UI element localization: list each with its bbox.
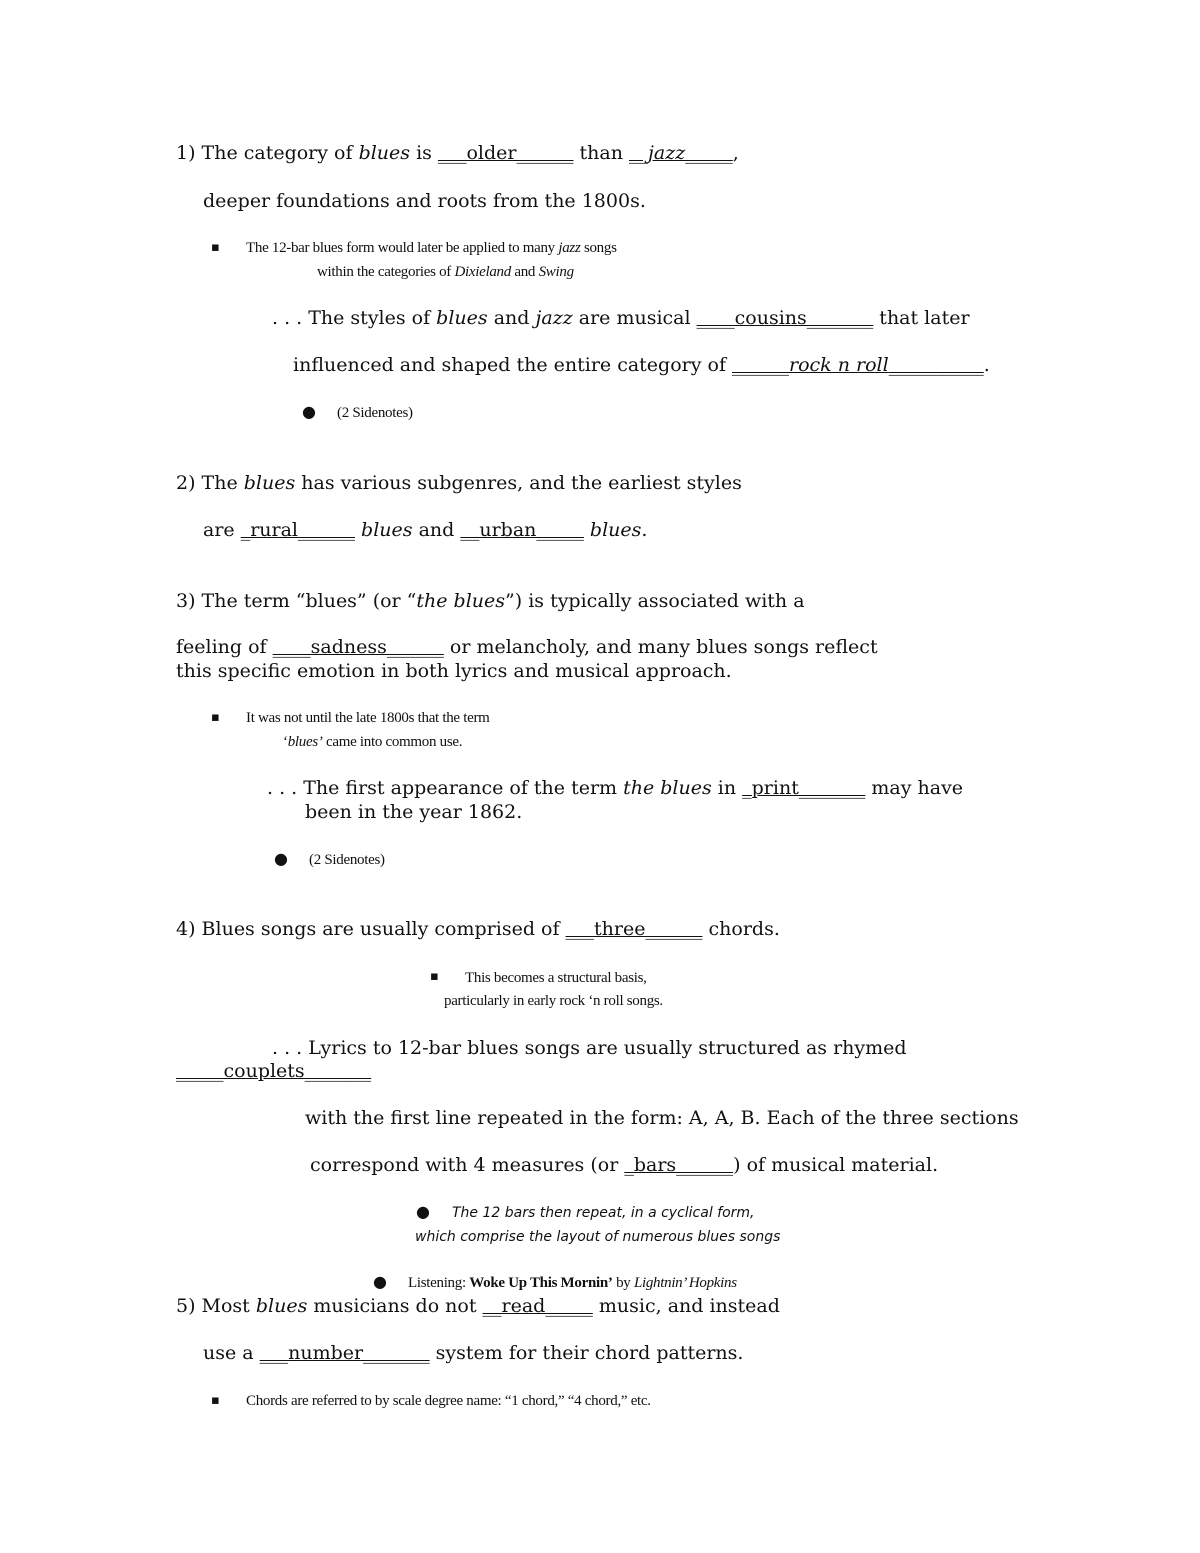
q1-sidenote: (2 Sidenotes) xyxy=(337,405,413,421)
q5-note: Chords are referred to by scale degree name: “1 chord,” “4 chord,” etc. xyxy=(246,1393,651,1409)
q5-line1: 5) Most blues musicians do not __read_____ music, and instead xyxy=(176,1295,780,1317)
q4-note-line1: This becomes a structural basis, xyxy=(465,970,647,986)
blank-jazz[interactable]: __jazz_____ xyxy=(628,142,733,164)
bullet-square-icon: ▪ xyxy=(430,969,439,984)
q1-influenced-line: influenced and shaped the entire category of ______rock n roll__________. xyxy=(293,354,990,376)
bullet-square-icon: ▪ xyxy=(211,710,220,725)
blank-rock-n-roll[interactable]: ______rock n roll__________ xyxy=(732,354,984,376)
blank-rural[interactable]: _rural______ xyxy=(240,519,356,541)
q4-cyclical-line1: The 12 bars then repeat, in a cyclical form, xyxy=(452,1205,755,1221)
q3-line3: this specific emotion in both lyrics and musical approach. xyxy=(176,660,732,682)
q4-note-line2: particularly in early rock ‘n roll songs. xyxy=(444,993,663,1009)
blank-older[interactable]: ___older______ xyxy=(437,142,574,164)
q1-styles-line: . . . The styles of blues and jazz are musical ____cousins_______ that later xyxy=(272,307,970,329)
q2-line1: 2) The blues has various subgenres, and the earliest styles xyxy=(176,472,742,494)
q3-line1: 3) The term “blues” (or “the blues”) is typically associated with a xyxy=(176,590,805,612)
blank-bars[interactable]: _bars______ xyxy=(624,1154,734,1176)
blank-three[interactable]: ___three______ xyxy=(565,918,703,940)
q4-couplets-line xyxy=(176,1059,371,1083)
q4-measures-line: correspond with 4 measures (or _bars______) of musical material. xyxy=(310,1154,939,1176)
bullet-dot-icon: ● xyxy=(274,849,288,868)
q1-note-line2: within the categories of Dixieland and Swing xyxy=(317,264,574,280)
q2-line2: are _rural______ blues and __urban_____ blues. xyxy=(203,519,648,541)
q3-sidenote: (2 Sidenotes) xyxy=(309,852,385,868)
q1-line2: deeper foundations and roots from the 1800s. xyxy=(203,190,646,212)
q5-line2: use a ___number_______ system for their chord patterns. xyxy=(203,1342,744,1364)
bullet-square-icon: ▪ xyxy=(211,1393,220,1408)
q3-first-appearance: . . . The first appearance of the term the blues in _print_______ may have xyxy=(267,777,964,799)
q3-year-line: been in the year 1862. xyxy=(305,801,523,823)
bullet-dot-icon: ● xyxy=(373,1272,387,1291)
blank-urban[interactable]: __urban_____ xyxy=(460,519,584,541)
q4-lyrics-line: . . . Lyrics to 12-bar blues songs are usually structured as rhymed xyxy=(272,1037,907,1059)
blank-couplets[interactable]: _____couplets_______ xyxy=(176,1060,372,1082)
blank-read[interactable]: __read_____ xyxy=(482,1295,593,1317)
q4-line1: 4) Blues songs are usually comprised of ___three______ chords. xyxy=(176,918,780,940)
q3-note-line1: It was not until the late 1800s that the term xyxy=(246,710,490,726)
q4-form-line: with the first line repeated in the form: A, A, B. Each of the three sections xyxy=(305,1107,1019,1129)
q3-line2: feeling of ____sadness______ or melancholy, and many blues songs reflect xyxy=(176,636,878,658)
q1-note-line1: The 12-bar blues form would later be applied to many jazz songs xyxy=(246,240,617,256)
blank-sadness[interactable]: ____sadness______ xyxy=(272,636,444,658)
q1-line1: 1) The category of blues is ___older______ than __jazz_____, xyxy=(176,142,739,164)
blank-cousins[interactable]: ____cousins_______ xyxy=(696,307,874,329)
bullet-dot-icon: ● xyxy=(416,1202,430,1221)
q4-listening: Listening: Woke Up This Mornin’ by Lightnin’ Hopkins xyxy=(408,1275,737,1291)
q3-note-line2: ‘blues’ came into common use. xyxy=(283,734,463,750)
bullet-square-icon: ▪ xyxy=(211,240,220,255)
blank-number[interactable]: ___number_______ xyxy=(259,1342,430,1364)
q4-cyclical-line2: which comprise the layout of numerous blues songs xyxy=(415,1229,781,1245)
bullet-dot-icon: ● xyxy=(302,402,316,421)
blank-print[interactable]: _print_______ xyxy=(742,777,866,799)
